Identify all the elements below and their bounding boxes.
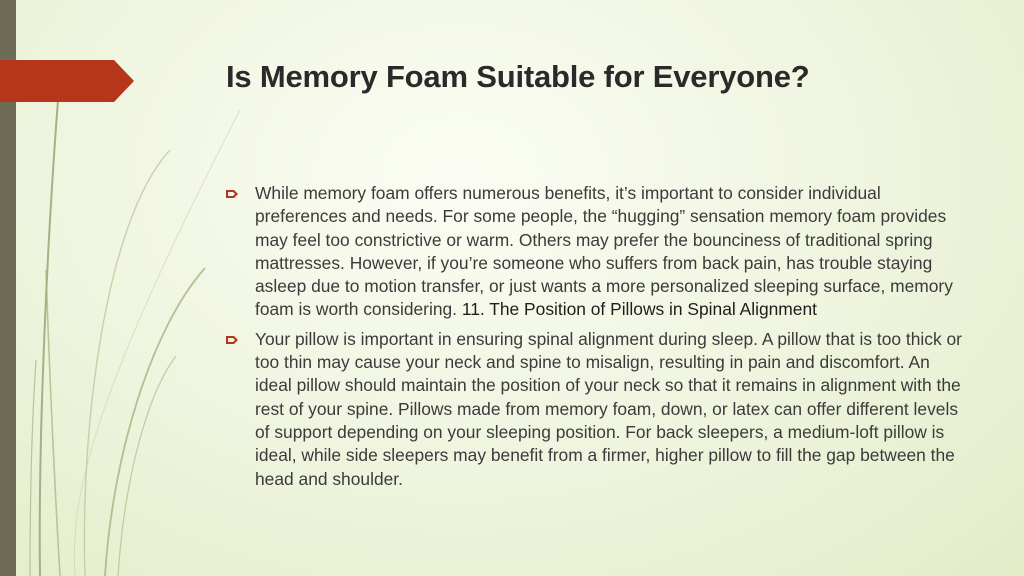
section-heading: 11. The Position of Pillows in Spinal Alignment: [461, 299, 817, 320]
list-item: [226, 328, 966, 491]
arrow-bullet-icon: [226, 190, 238, 198]
list-item: [226, 182, 966, 322]
title-arrow-accent: [0, 60, 134, 102]
bullet-text: While memory foam offers numerous benefits, it’s important to consider individual preferences and needs. For some people, the “hugging” sensation memory foam provides may feel too constrictive or warm. Others may prefer the bounciness of traditional spring mattresses. However, if you’re someone who suffers from back pain, has trouble staying asleep due to motion transfer, or just wants a more personalized sleeping surface, memory foam is worth considering.: [255, 183, 953, 320]
arrow-bullet-icon: [226, 336, 238, 344]
slide-title: Is Memory Foam Suitable for Everyone?: [226, 59, 810, 94]
bullet-text: Your pillow is important in ensuring spinal alignment during sleep. A pillow that is too thick or too thin may cause your neck and spine to misalign, resulting in pain and discomfort. An ideal pillow should maintain the position of your neck so that it remains in alignment with the rest of your spine. Pillows made from memory foam, down, or latex can offer different levels of support depending on your sleeping position. For back sleepers, a medium-loft pillow is ideal, while side sleepers may benefit from a firmer, higher pillow to fill the gap between the head and shoulder.: [255, 328, 962, 489]
bullet-list: [226, 182, 966, 497]
